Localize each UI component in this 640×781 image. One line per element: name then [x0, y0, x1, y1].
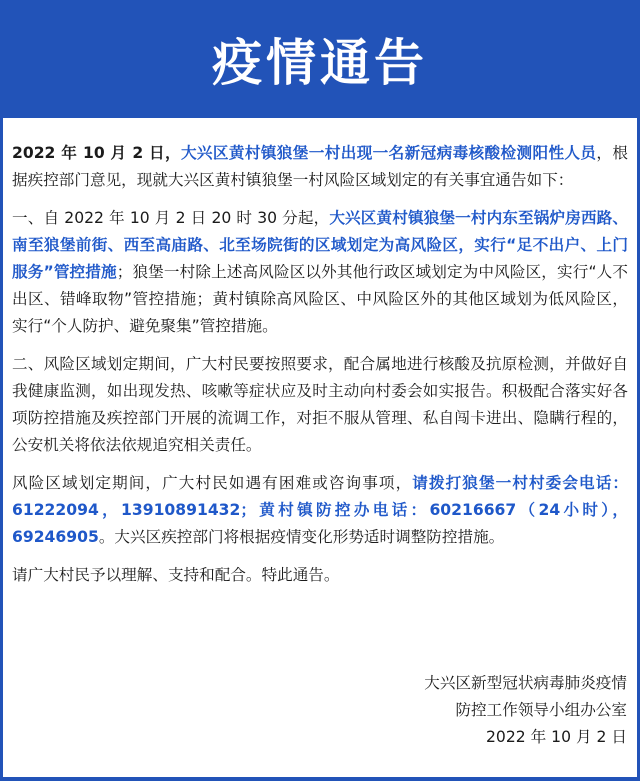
signature-date: 2022 年 10 月 2 日 — [485, 728, 627, 746]
contacts-start: 风险区域划定期间，广大村民如遇有困难或咨询事项， — [12, 474, 413, 492]
paragraph-closing — [12, 562, 628, 589]
notice-title: 疫情通告 — [212, 34, 428, 92]
contacts-rest: 。大兴区疾控部门将根据疫情变化形势适时调整防控措施。 — [98, 528, 505, 546]
paragraph-two — [12, 351, 628, 459]
signature-org-line2: 防控工作领导小组办公室 — [455, 701, 627, 719]
paragraph-intro — [12, 140, 628, 194]
paragraph-two-text: 二、风险区域划定期间，广大村民要按照要求，配合属地进行核酸及抗原检测，并做好自我健康监测，如出现发热、咳嗽等症状应及时主动向村委会如实报告。积极配合落实好各项防控措施及疾控部门开展的流调工作，对拒不服从管理、私自闯卡进出、隐瞒行程的，公安机关将依法依规追究相关责任。 — [12, 355, 628, 454]
intro-highlight: 大兴区黄村镇狼堡一村出现一名新冠病毒核酸检测阳性人员 — [180, 144, 597, 162]
notice-body — [3, 118, 637, 777]
closing-text: 请广大村民予以理解、支持和配合。特此通告。 — [12, 566, 340, 584]
paragraph-one-rest: ；狼堡一村除上述高风险区以外其他行政区域划定为中风险区，实行“人不出区、错峰取物”管控措施；黄村镇除高风险区、中风险区外的其他区域划为低风险区，实行“个人防护、避免聚集”管控措施。 — [12, 263, 628, 335]
paragraph-one-highlight: 大兴区黄村镇狼堡一村内东至锅炉房西路、南至狼堡前街、西至高庙路、北至场院街的区域划定为高风险区，实行“足不出户、上门服务”管控措施 — [12, 209, 628, 281]
contacts-phones: 请拨打狼堡一村村委会电话：61222094，13910891432；黄村镇防控办电话：60216667（24小时），69246905 — [12, 474, 628, 546]
paragraph-contacts — [12, 470, 628, 551]
intro-date: 2022 年 10 月 2 日， — [12, 144, 181, 162]
paragraph-one-start: 一、自 2022 年 10 月 2 日 20 时 30 分起， — [12, 209, 330, 227]
signature-org-line1: 大兴区新型冠状病毒肺炎疫情 — [424, 674, 627, 692]
intro-text: ，根据疾控部门意见，现就大兴区黄村镇狼堡一村风险区域划定的有关事宜通告如下： — [12, 144, 628, 189]
signature-block — [424, 670, 627, 751]
header-banner — [0, 0, 640, 118]
paragraph-one — [12, 205, 628, 340]
